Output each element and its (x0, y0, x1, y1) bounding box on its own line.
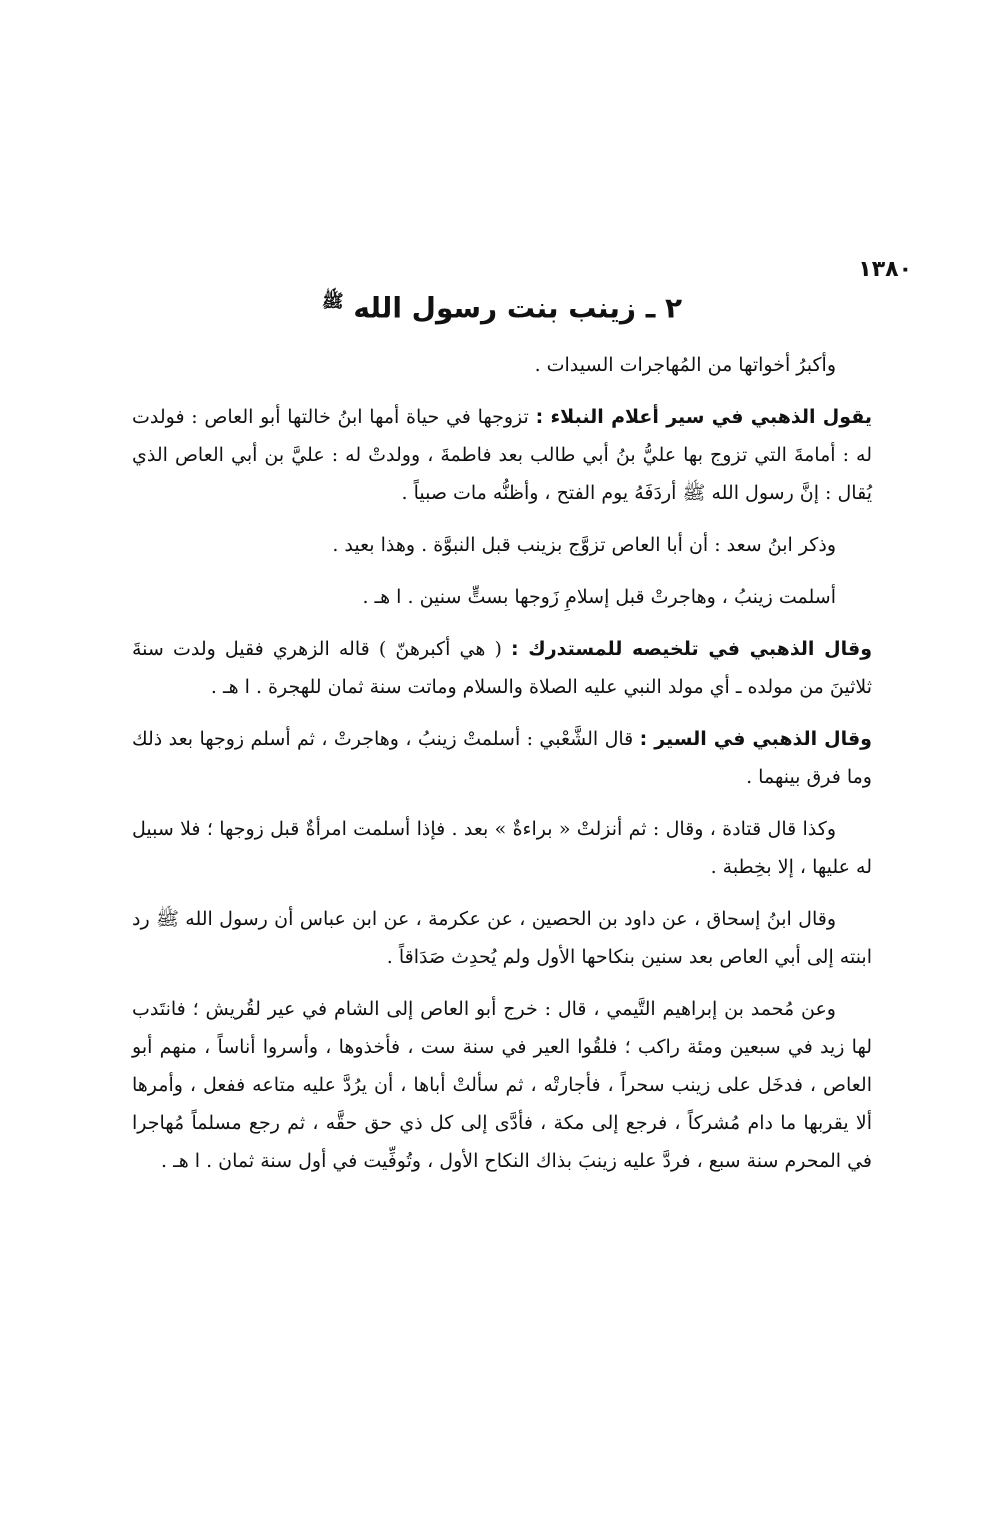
salutation-symbol: ﷺ (321, 291, 344, 312)
paragraph-3 (132, 526, 872, 564)
paragraph-3-text: وذكر ابنُ سعد : أن أبا العاص تزوَّج بزينب قبل النبوَّة . وهذا بعيد . (332, 534, 836, 556)
paragraph-8-text: وقال ابنُ إسحاق ، عن داود بن الحصين ، عن عكرمة ، عن ابن عباس أن رسول الله ﷺ رد ابنته إلى أبي العاص بعد سنين بنكاحها الأول ولم يُحدِث صَدَاقاً . (132, 908, 872, 968)
paragraph-9 (132, 990, 872, 1180)
paragraph-5 (132, 630, 872, 706)
paragraph-7-text: وكذا قال قتادة ، وقال : ثم أنزلتْ « براءةٌ » بعد . فإذا أسلمت امرأةٌ قبل زوجها ؛ فلا سبيل له عليها ، إلا بخِطبة . (132, 818, 872, 878)
paragraph-6 (132, 720, 872, 796)
chapter-title (0, 284, 1004, 326)
paragraph-9-text: وعن مُحمد بن إبراهيم التَّيمي ، قال : خرج أبو العاص إلى الشام في عير لقُريش ؛ فانتَدب لها زيد في سبعين ومئة راكب ؛ فلقُوا العير في سنة ست ، فأخذوها ، وأسروا أناساً ، منهم أبو العاص ، فدخَل على زينب سحراً ، فأجارتْه ، ثم سألتْ أباها ، أن يرُدَّ عليه متاعه ففعل ، وأمرها ألا يقربها ما دام مُشركاً ، فرجع إلى مكة ، فأدَّى إلى كل ذي حق حقَّه ، ثم رجع مسلماً مُهاجرا في المحرم سنة سبع ، فردَّ عليه زينبَ بذاك النكاح الأول ، وتُوفِّيت في أول سنة ثمان . ا هـ . (132, 998, 872, 1172)
paragraph-5-text: ( هي أكبرهنّ ) قاله الزهري فقيل ولدت سنةَ ثلاثينَ من مولده ـ أي مولد النبي عليه الصلاة والسلام وماتت سنة ثمان للهجرة . ا هـ . (132, 638, 872, 698)
paragraph-2-text: تزوجها في حياة أمها ابنُ خالتها أبو العاص : فولدت له : أمامةَ التي تزوج بها عليُّ بنُ أبي طالب بعد فاطمةَ ، وولدتْ له : عليَّ بن أبي العاص الذي يُقال : إنَّ رسول الله ﷺ أردَفَهُ يوم الفتح ، وأظنُّه مات صبياً . (132, 406, 872, 504)
paragraph-4-text: أسلمت زينبُ ، وهاجرتْ قبل إسلامِ زَوجها بستٍّ سنين . ا هـ . (362, 586, 836, 608)
paragraph-4 (132, 578, 872, 616)
paragraph-2-lead: يقول الذهبي في سير أعلام النبلاء : (535, 406, 873, 428)
body-text (132, 346, 872, 1180)
paragraph-6-lead: وقال الذهبي في السير : (639, 728, 872, 750)
paragraph-6-text: قال الشَّعْبي : أسلمتْ زينبُ ، وهاجرتْ ، ثم أسلم زوجها بعد ذلك وما فرق بينهما . (132, 728, 872, 788)
page-number: ١٣٨٠ (858, 257, 912, 282)
paragraph-5-lead: وقال الذهبي في تلخيصه للمستدرك : (511, 638, 873, 660)
paragraph-7 (132, 810, 872, 886)
paragraph-8 (132, 900, 872, 976)
chapter-title-text: ٢ ـ زينب بنت رسول الله (353, 291, 683, 325)
paragraph-1 (132, 346, 872, 384)
paragraph-2 (132, 398, 872, 512)
paragraph-1-text: وأكبرُ أخواتها من المُهاجرات السيدات . (534, 354, 836, 376)
